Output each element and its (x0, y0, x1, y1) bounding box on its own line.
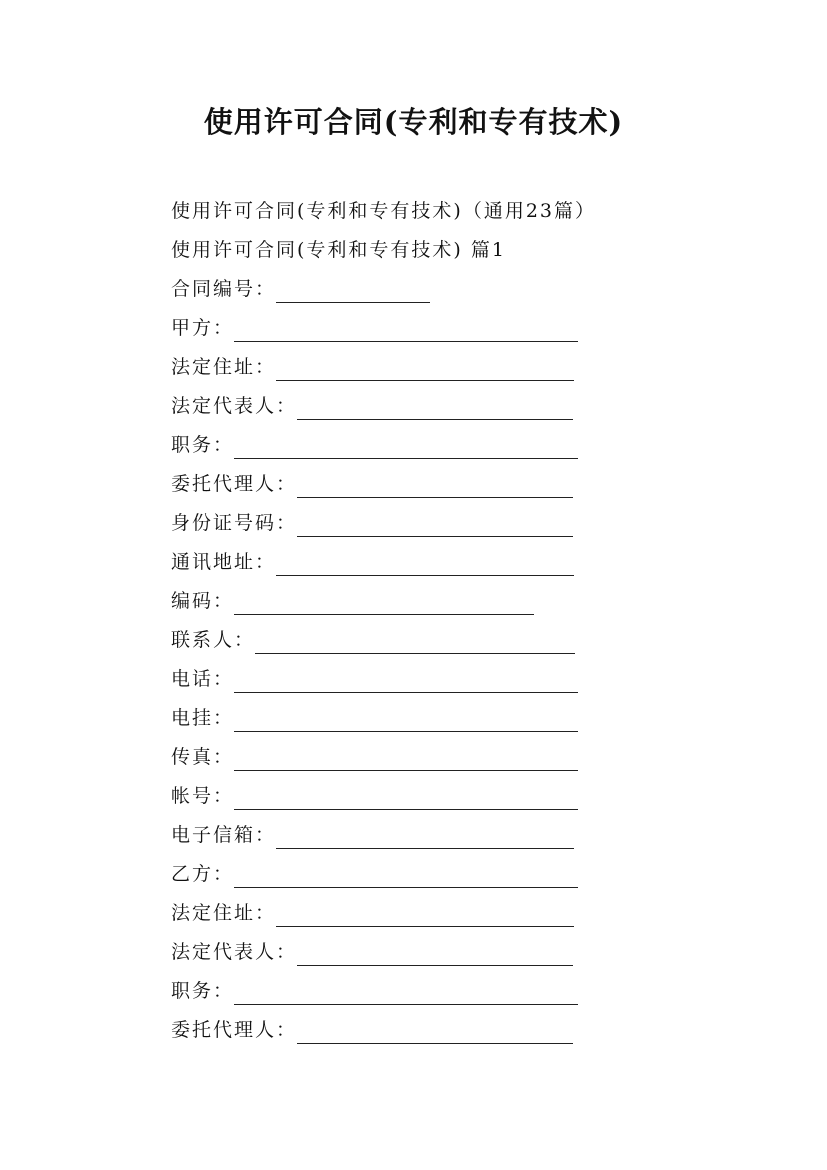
field-legal-address (171, 348, 771, 387)
blank-line (234, 859, 578, 888)
blank-line (234, 976, 578, 1005)
blank-line (234, 586, 534, 615)
field-label: 通讯地址： (171, 551, 277, 573)
field-label: 委托代理人： (171, 473, 298, 495)
blank-line (234, 430, 578, 459)
field-label: 电话： (171, 668, 235, 690)
field-label: 法定代表人： (171, 941, 298, 963)
blank-line (276, 547, 574, 576)
field-position-b (171, 972, 771, 1011)
blank-line (297, 1015, 573, 1044)
blank-line (297, 469, 573, 498)
blank-line (276, 352, 574, 381)
field-label: 电挂： (171, 707, 235, 729)
blank-line (276, 274, 430, 303)
field-fax (171, 738, 771, 777)
document-title: 使用许可合同(专利和专有技术) (203, 105, 624, 139)
blank-line (276, 820, 574, 849)
field-label: 乙方： (171, 863, 235, 885)
field-label: 传真： (171, 746, 235, 768)
field-telephone (171, 660, 771, 699)
field-label: 电子信箱： (171, 824, 277, 846)
blank-line (234, 313, 578, 342)
field-label: 委托代理人： (171, 1019, 298, 1041)
blank-line (255, 625, 575, 654)
blank-line (297, 508, 573, 537)
field-legal-address-b (171, 894, 771, 933)
blank-line (234, 742, 578, 771)
field-telegraph (171, 699, 771, 738)
field-mailing-address (171, 543, 771, 582)
field-legal-representative (171, 387, 771, 426)
field-label: 身份证号码： (171, 512, 298, 534)
field-authorized-agent (171, 465, 771, 504)
field-legal-representative-b (171, 933, 771, 972)
field-label: 编码： (171, 590, 235, 612)
field-label: 联系人： (171, 629, 256, 651)
field-label: 法定住址： (171, 902, 277, 924)
field-party-b (171, 855, 771, 894)
blank-line (234, 703, 578, 732)
document-body (171, 192, 771, 1050)
field-label: 法定代表人： (171, 395, 298, 417)
field-label: 甲方： (171, 317, 235, 339)
field-email (171, 816, 771, 855)
field-authorized-agent-b (171, 1011, 771, 1050)
field-contact-person (171, 621, 771, 660)
document-subtitle: 使用许可合同(专利和专有技术)（通用23篇） (171, 200, 597, 222)
field-postal-code (171, 582, 771, 621)
field-label: 法定住址： (171, 356, 277, 378)
blank-line (234, 664, 578, 693)
field-label: 合同编号： (171, 278, 277, 300)
blank-line (276, 898, 574, 927)
field-account-number (171, 777, 771, 816)
field-label: 帐号： (171, 785, 235, 807)
field-label: 职务： (171, 980, 235, 1002)
blank-line (297, 391, 573, 420)
field-id-number (171, 504, 771, 543)
field-contract-number (171, 270, 771, 309)
field-party-a (171, 309, 771, 348)
section-heading: 使用许可合同(专利和专有技术) 篇1 (171, 239, 506, 261)
blank-line (297, 937, 573, 966)
blank-line (234, 781, 578, 810)
field-label: 职务： (171, 434, 235, 456)
field-position (171, 426, 771, 465)
